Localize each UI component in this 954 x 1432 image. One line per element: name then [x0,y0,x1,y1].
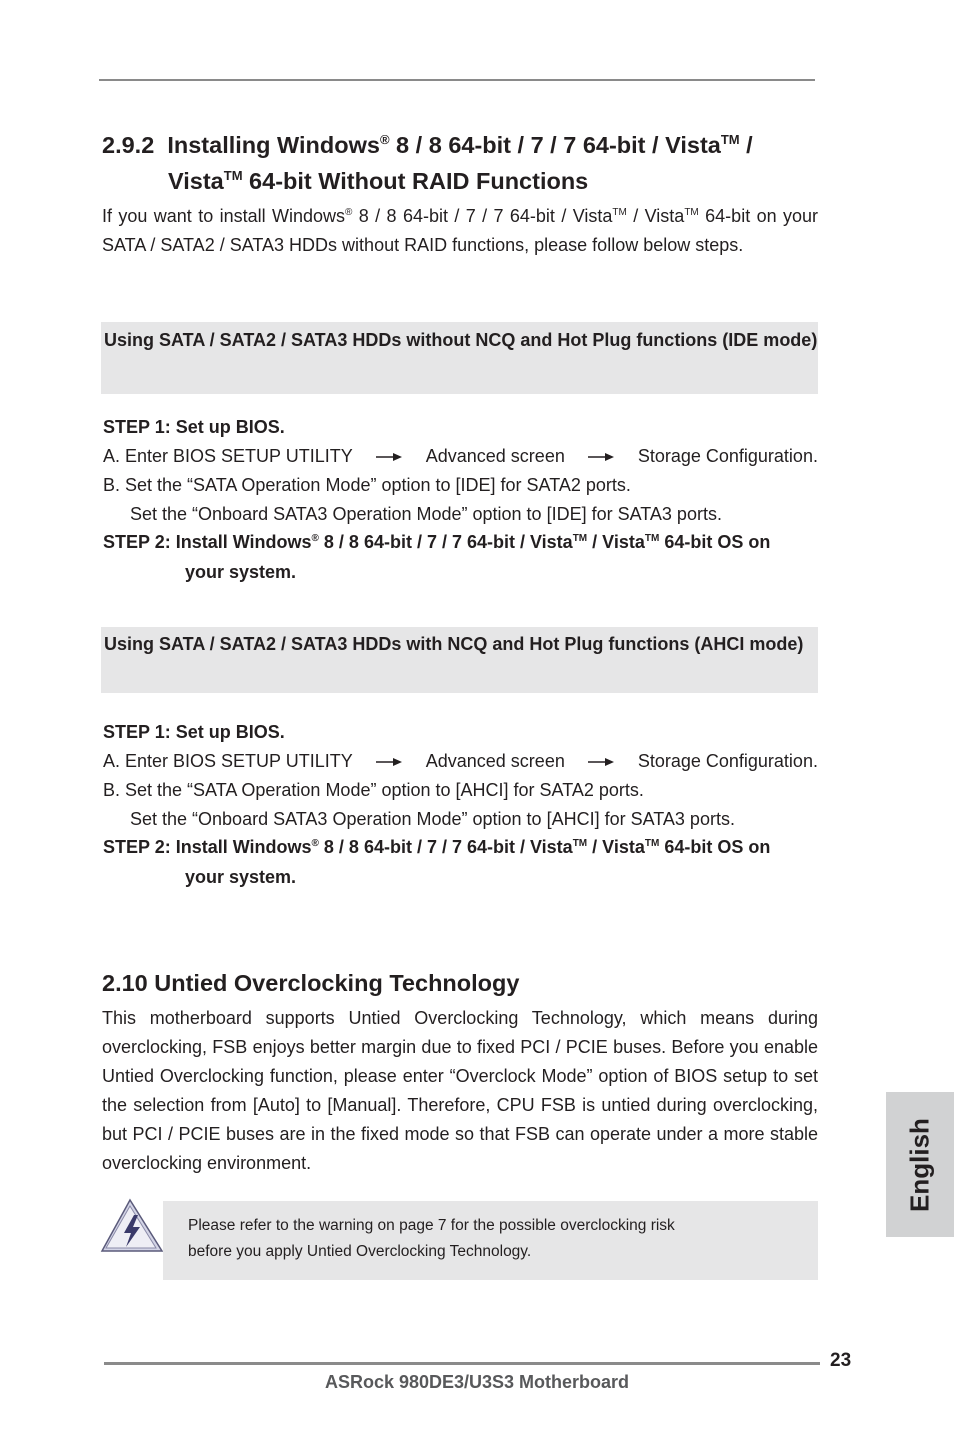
ahci-mode-title: Using SATA / SATA2 / SATA3 HDDs with NCQ and Hot Plug functions (AHCI mode) [104,634,804,654]
ahci-step1-a: A. Enter BIOS SETUP UTILITY Advanced screen Storage Configuration. [103,751,818,771]
right-arrow-icon [376,452,402,462]
ahci-step1-b2: Set the “Onboard SATA3 Operation Mode” option to [AHCI] for SATA3 ports. [130,809,735,829]
ide-step1-b: B. Set the “SATA Operation Mode” option to [IDE] for SATA2 ports. [103,475,631,495]
ahci-step2-cont: your system. [185,867,297,887]
ide-mode-band [101,322,818,394]
page-number: 23 [830,1350,852,1371]
warning-note-text: Please refer to the warning on page 7 for the possible overclocking risk before you apply Untied Overclocking Technology. [188,1217,675,1260]
ahci-step2: STEP 2: Install Windows® 8 / 8 64-bit / 7 / 7 64-bit / Vista™ / Vista™ 64-bit OS on [103,837,771,857]
section-heading-2-9-2-cont: Vista™ 64-bit Without RAID Functions [168,168,589,194]
top-rule [99,79,815,81]
right-arrow-icon [588,452,614,462]
language-side-tab: English [886,1092,954,1237]
ahci-step1-b: B. Set the “SATA Operation Mode” option to [AHCI] for SATA2 ports. [103,780,644,800]
right-arrow-icon [588,757,614,767]
section-heading-2-10: 2.10 Untied Overclocking Technology [102,970,520,996]
intro-paragraph: If you want to install Windows® 8 / 8 64-bit / 7 / 7 64-bit / Vista™ / Vista™ 64-bit on your SATA / SATA2 / SATA3 HDDs without RAID functions, please follow below steps. [102,206,818,255]
warning-triangle-icon [100,1197,166,1255]
ide-step2-cont: your system. [185,562,297,582]
ide-step1-a: A. Enter BIOS SETUP UTILITY Advanced screen Storage Configuration. [103,446,818,466]
ide-step1-b2: Set the “Onboard SATA3 Operation Mode” option to [IDE] for SATA3 ports. [130,504,722,524]
ahci-mode-band [101,627,818,693]
warning-note-box [163,1201,818,1280]
ahci-step1-title: STEP 1: Set up BIOS. [103,722,285,742]
heading-number: 2.9.2 [102,132,155,158]
bottom-rule [104,1362,820,1365]
untied-oc-paragraph: This motherboard supports Untied Overclocking Technology, which means during overclocking, FSB enjoys better margin due to fixed PCI / PCIE buses. Before you enable Untied Overclocking function, please enter “Overclock Mode” option of BIOS setup to set the selection from [Auto] to [Manual]. Therefore, CPU FSB is untied during overclocking, but PCI / PCIE buses are in the fixed mode so that FSB can operate under a more stable overclocking environment. [102,1008,818,1173]
section-heading-2-9-2: 2.9.2 Installing Windows® 8 / 8 64-bit / 7 / 7 64-bit / Vista™ / [102,132,753,158]
ide-step2: STEP 2: Install Windows® 8 / 8 64-bit / 7 / 7 64-bit / Vista™ / Vista™ 64-bit OS on [103,532,771,552]
footer-title: ASRock 980DE3/U3S3 Motherboard [324,1372,630,1392]
right-arrow-icon [376,757,402,767]
ide-step1-title: STEP 1: Set up BIOS. [103,417,285,437]
ide-mode-title: Using SATA / SATA2 / SATA3 HDDs without NCQ and Hot Plug functions (IDE mode) [104,330,818,350]
